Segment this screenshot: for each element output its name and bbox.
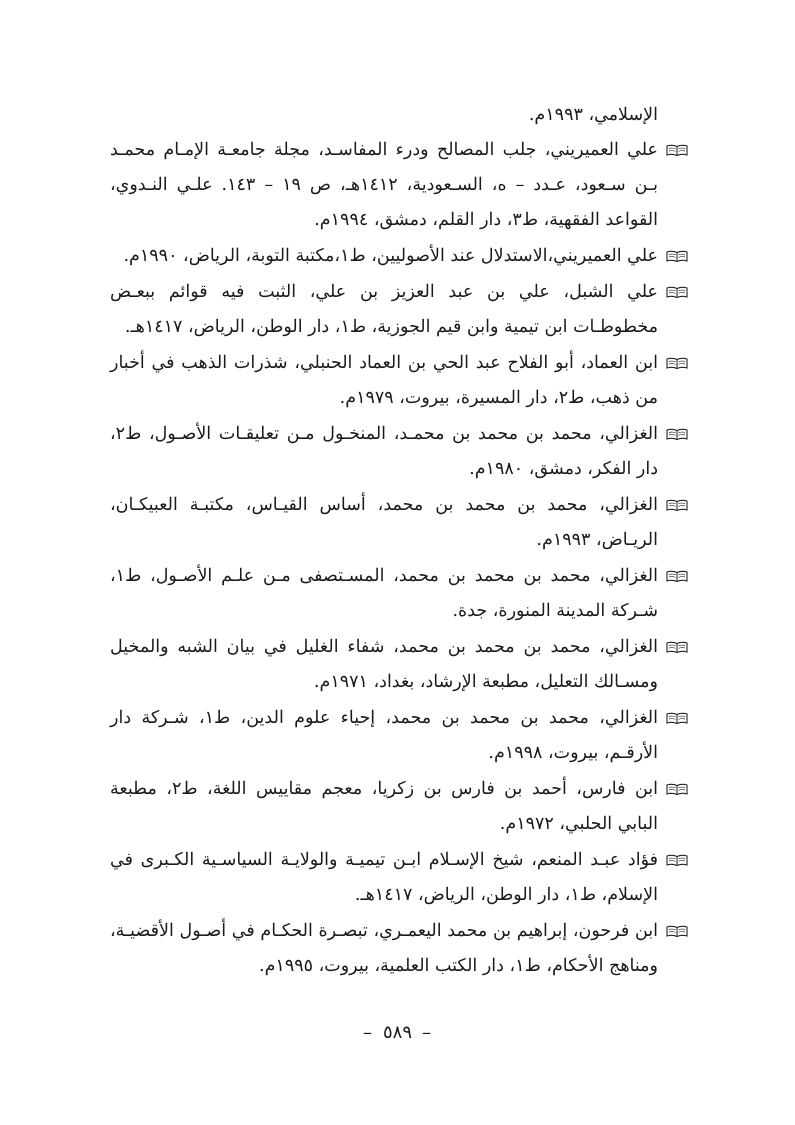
open-book-icon [666,286,688,299]
bibliography-entry [110,346,688,416]
entry-text: الغزالي، محمد بن محمد بن محمد، إحياء علوم الدين، ط١، شـركة دار الأرقـم، بيروت، ١٩٩٨م. [110,708,658,763]
open-book-icon [666,250,688,263]
bibliography-entry [110,488,688,558]
open-book-icon [666,570,688,583]
open-book-icon [666,925,688,938]
bibliography-entry [110,630,688,700]
continued-entry-line: الإسلامي، ١٩٩٣م. [528,105,658,125]
bibliography-entry [110,239,688,274]
open-book-icon [666,854,688,867]
bibliography-entry [110,772,688,842]
page-number: ٥٨٩ [382,1022,412,1043]
bibliography-entry [110,914,688,984]
open-book-icon [666,357,688,370]
bibliography-entry [110,133,688,238]
open-book-icon [666,499,688,512]
open-book-icon [666,428,688,441]
open-book-icon [666,144,688,157]
entry-text: علي الشبل، علي بن عبد العزيز بن علي، الثبت فيه قوائم ببعـض مخطوطـات ابن تيمية وابن قيم الجوزية، ط١، دار الوطن، الرياض، ١٤١٧هـ. [110,282,658,337]
entry-text: الغزالي، محمد بن محمد بن محمـد، المنخـول مـن تعليقـات الأصـول، ط٢، دار الفكر، دمشق، ١٩٨٠م. [110,424,658,479]
entry-text: ابن العماد، أبو الفلاح عبد الحي بن العماد الحنبلي، شذرات الذهب في أخبار من ذهب، ط٢، دار المسيرة، بيروت، ١٩٧٩م. [110,353,658,408]
open-book-icon [666,641,688,654]
entry-text: ابن فرحون، إبراهيم بن محمد اليعمـري، تبصـرة الحكـام في أصـول الأقضيـة، ومناهج الأحكام، ط١، دار الكتب العلمية، بيروت، ١٩٩٥م. [110,921,658,976]
bibliography-list [110,98,688,985]
entry-text: ابن فارس، أحمد بن فارس بن زكريا، معجم مقاييس اللغة، ط٢، مطبعة البابي الحلبي، ١٩٧٢م. [110,779,658,834]
open-book-icon [666,783,688,796]
bibliography-entry [110,417,688,487]
dash-left: – [422,1022,432,1043]
entry-text: الغزالي، محمد بن محمد بن محمد، أساس القيـاس، مكتبـة العبيكـان، الريـاض، ١٩٩٣م. [110,495,658,550]
bibliography-entry [110,275,688,345]
bibliography-entry [110,701,688,771]
entry-text: الغزالي، محمد بن محمد بن محمد، المسـتصفى مـن علـم الأصـول، ط١، شـركة المدينة المنورة، جدة. [110,566,658,621]
open-book-icon [666,712,688,725]
dash-right: – [362,1022,373,1043]
entry-text: فؤاد عبـد المنعم، شيخ الإسـلام ابـن تيميـة والولايـة السياسـية الكـبرى في الإسلام، ط١، دار الوطن، الرياض، ١٤١٧هـ. [110,850,658,905]
entries-container [110,133,688,984]
entry-text: علي العميريني،الاستدلال عند الأصوليين، ط١،مكتبة التوبة، الرياض، ١٩٩٠م. [123,246,658,266]
entry-text: علي العميريني، جلب المصالح ودرء المفاسـد، مجلة جامعـة الإمـام محمـد بـن سـعود، عـدد – ه، السـعودية، ١٤١٢هـ، ص ١٩ – ١٤٣. علـي النـدوي، القواعد الفقهية، ط٣، دار القلم، دمشق، ١٩٩٤م. [110,140,658,230]
bibliography-entry [110,843,688,913]
page-footer [0,1022,795,1043]
entry-text: الغزالي، محمد بن محمد بن محمد، شفاء الغليل في بيان الشبه والمخيل ومسـالك التعليل، مطبعة الإرشاد، بغداد، ١٩٧١م. [110,637,658,692]
bibliography-entry [110,559,688,629]
